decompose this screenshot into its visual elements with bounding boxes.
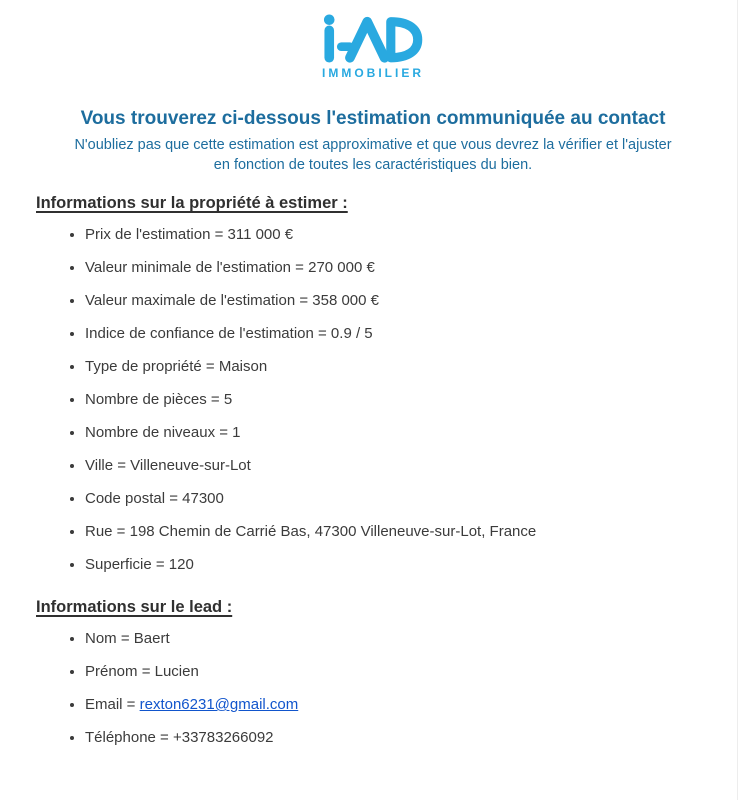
page-subtitle-line2: en fonction de toutes les caractéristiques du bien. [213,157,533,173]
list-item-levels: • Nombre de niveaux = 1 [85,425,710,441]
list-item-max-value: • Valeur maximale de l'estimation = 358 000 € [85,293,710,309]
list-item-email [85,697,710,713]
list-item-phone: • Téléphone = +33783266092 [85,730,710,746]
iad-logo [36,14,710,80]
list-item-city: • Ville = Villeneuve-sur-Lot [85,458,710,474]
right-edge-divider [737,0,738,800]
page-title: Vous trouverez ci-dessous l'estimation communiquée au contact [80,108,666,129]
list-item-street: • Rue = 198 Chemin de Carrié Bas, 47300 Villeneuve-sur-Lot, France [85,524,710,540]
lead-info-list [36,631,710,746]
lead-section-heading: Informations sur le lead : [36,598,233,616]
email-link[interactable]: rexton6231@gmail.com [139,696,299,713]
property-info-list [36,227,710,573]
list-item-min-value: • Valeur minimale de l'estimation = 270 000 € [85,260,710,276]
iad-logo-icon [323,14,423,64]
list-item-postal-code: • Code postal = 47300 [85,491,710,507]
list-item-confidence-index: • Indice de confiance de l'estimation = 0.9 / 5 [85,326,710,342]
list-item-property-type: • Type de propriété = Maison [85,359,710,375]
logo-subtitle: IMMOBILIER [322,66,424,80]
email-label: Email = [85,696,140,713]
property-section-heading: Informations sur la propriété à estimer : [36,194,348,212]
page-subtitle-line1: N'oubliez pas que cette estimation est approximative et que vous devrez la vérifier et l'ajuster [74,137,672,153]
list-item-rooms: • Nombre de pièces = 5 [85,392,710,408]
list-item-last-name: • Nom = Baert [85,631,710,647]
list-item-surface: • Superficie = 120 [85,557,710,573]
page-subtitle [36,135,710,175]
list-item-estimation-price: • Prix de l'estimation = 311 000 € [85,227,710,243]
list-item-first-name: • Prénom = Lucien [85,664,710,680]
